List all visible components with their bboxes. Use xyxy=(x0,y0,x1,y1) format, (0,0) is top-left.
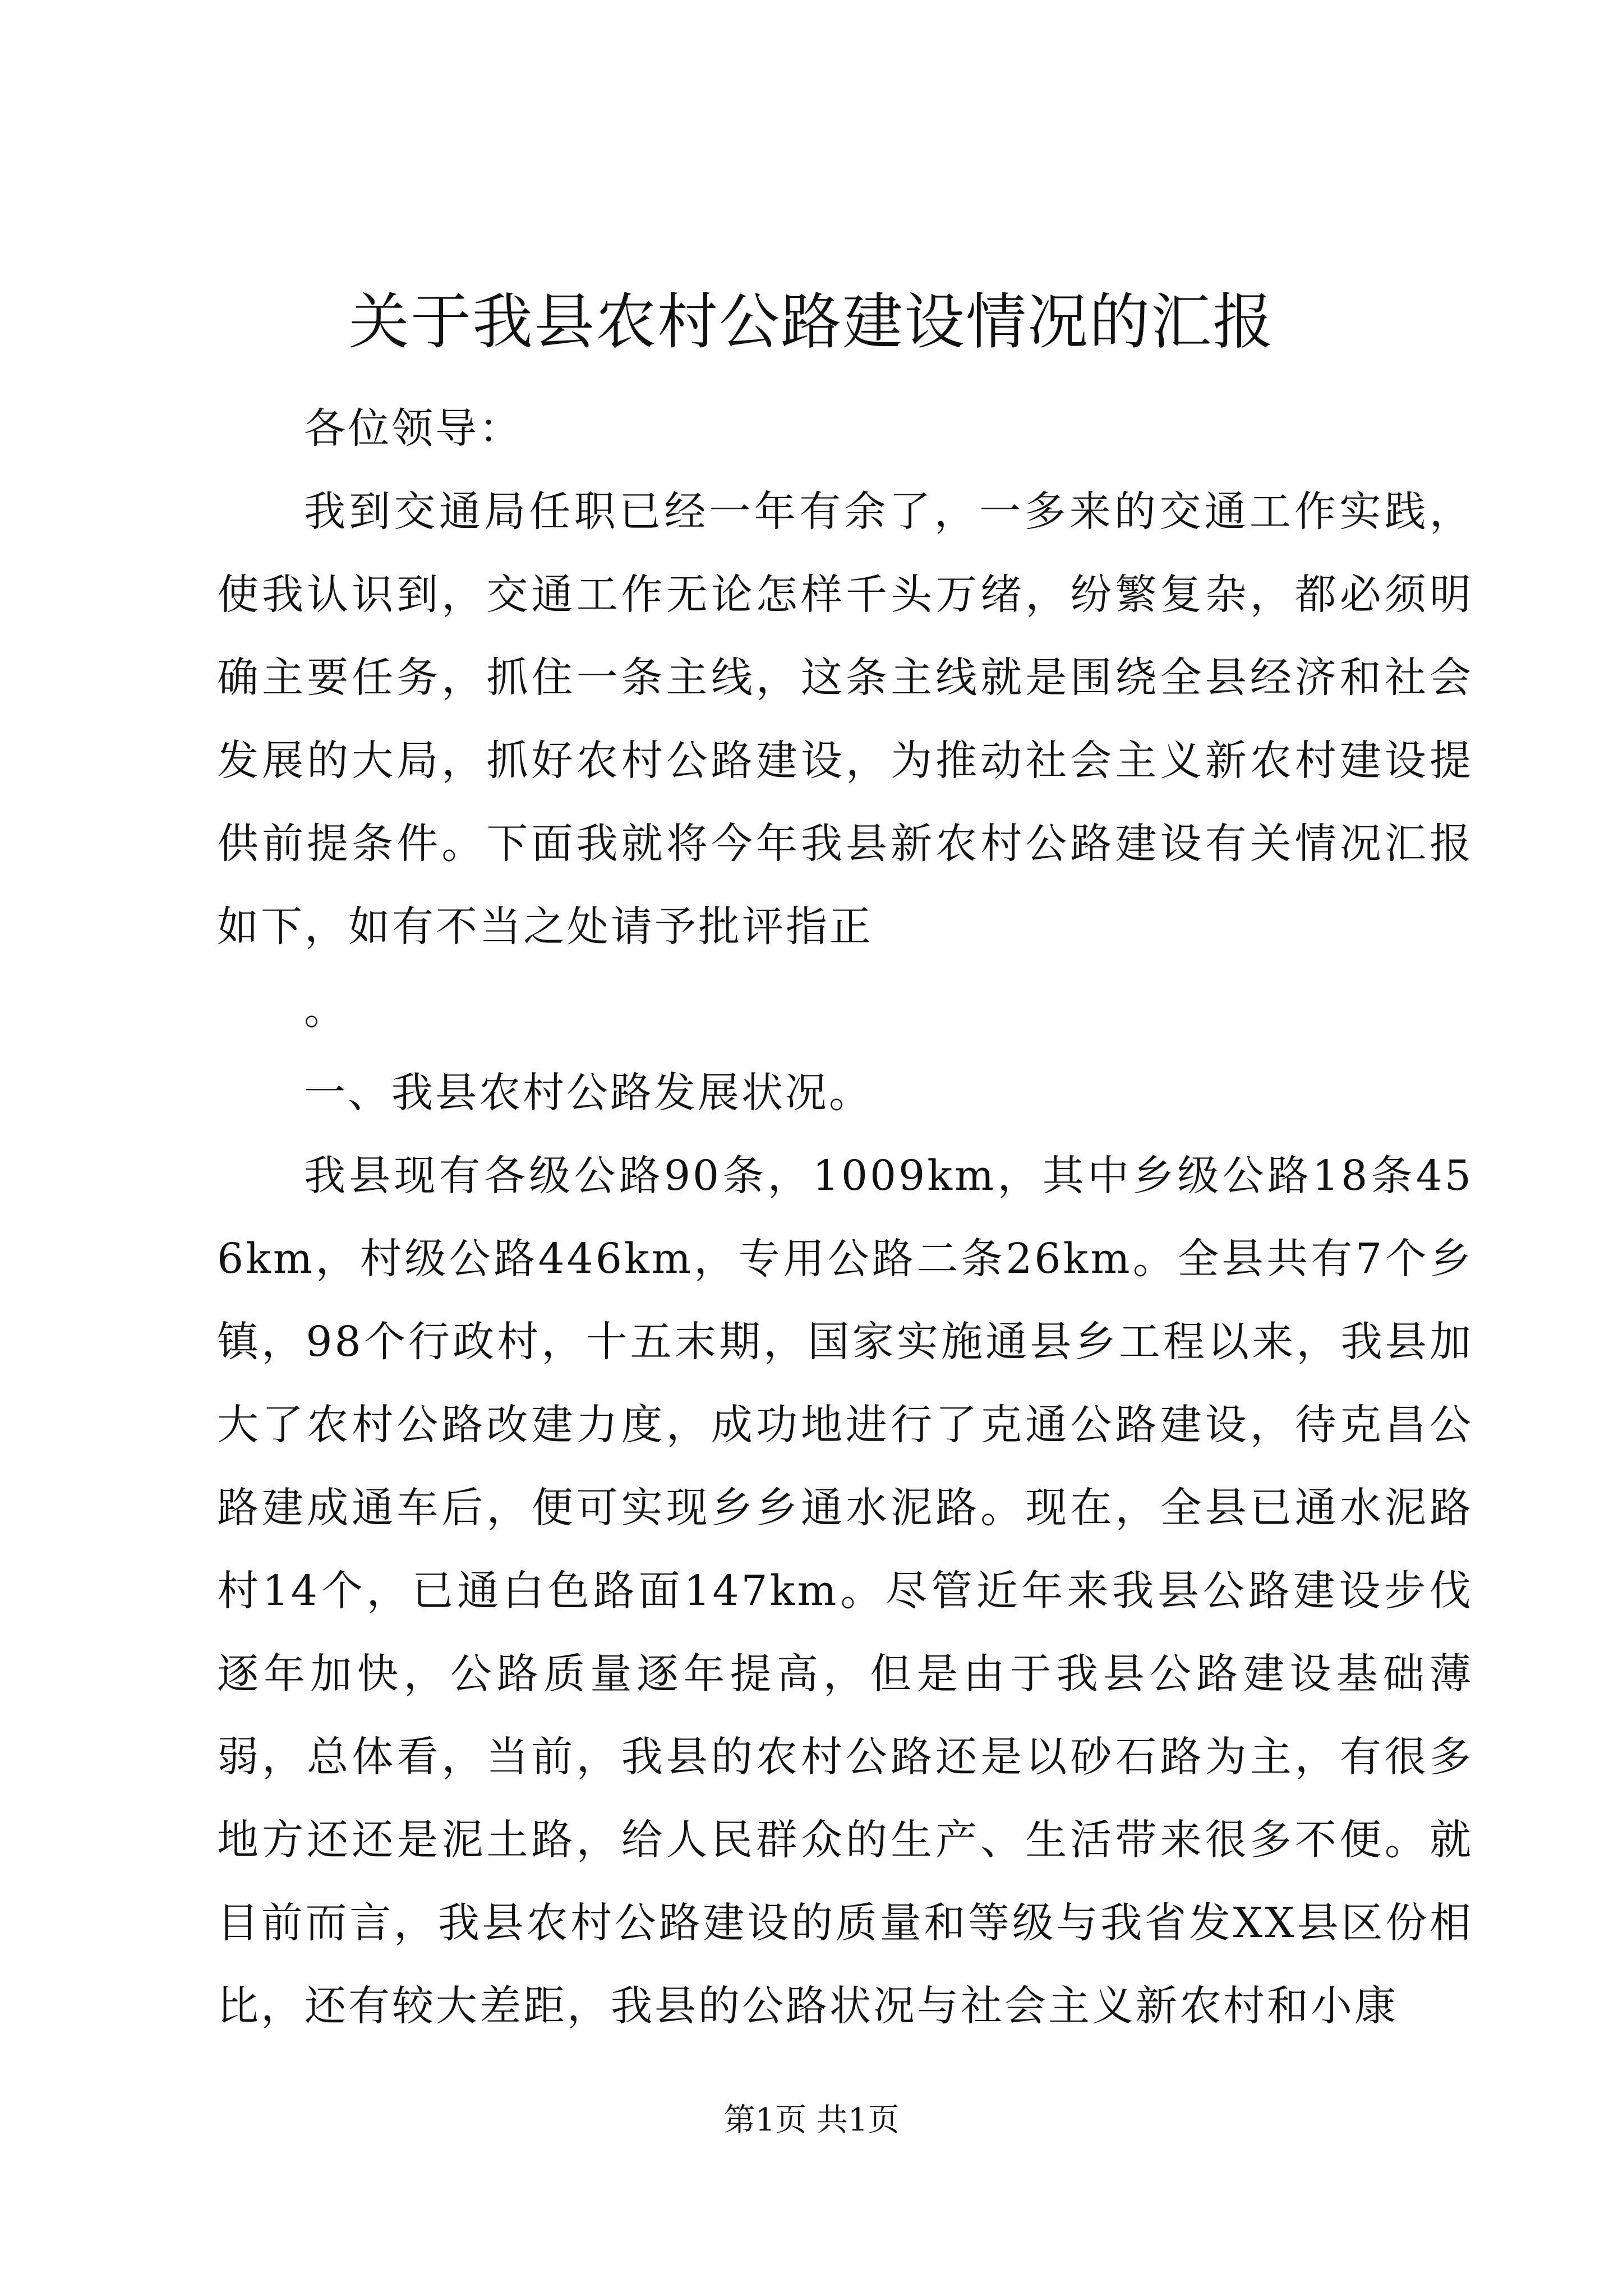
section-heading: 一、我县农村公路发展状况。 xyxy=(304,1069,873,1117)
salutation-paragraph: 各位领导： xyxy=(304,404,523,453)
page-footer: 第1页 共1页 xyxy=(723,2102,900,2138)
document-body xyxy=(217,387,1473,2047)
intro-paragraph: 我到交通局任职已经一年有余了，一多来的交通工作实践，使我认识到，交通工作无论怎样千头万绪，纷繁复杂，都必须明确主要任务，抓住一条主线，这条主线就是围绕全县经济和社会发展的大局，抓好农村公路建设，为推动社会主义新农村建设提供前提条件。下面我就将今年我县新农村公路建设有关情况汇报如下，如有不当之处请予批评指正 xyxy=(217,487,1473,951)
document-title: 关于我县农村公路建设情况的汇报 xyxy=(348,287,1274,357)
period-paragraph: 。 xyxy=(304,986,348,1034)
status-paragraph: 我县现有各级公路90条，1009km，其中乡级公路18条456km，村级公路446km，专用公路二条26km。全县共有7个乡镇，98个行政村，十五末期，国家实施通县乡工程以来，我县加大了农村公路改建力度，成功地进行了克通公路建设，待克昌公路建成通车后，便可实现乡乡通水泥路。现在，全县已通水泥路村14个，已通白色路面147km。尽管近年来我县公路建设步伐逐年加快，公路质量逐年提高，但是由于我县公路建设基础薄弱，总体看，当前，我县的农村公路还是以砂石路为主，有很多地方还还是泥土路，给人民群众的生产、生活带来很多不便。就目前而言，我县农村公路建设的质量和等级与我省发XX县区份相比，还有较大差距，我县的公路状况与社会主义新农村和小康 xyxy=(217,1152,1473,2030)
